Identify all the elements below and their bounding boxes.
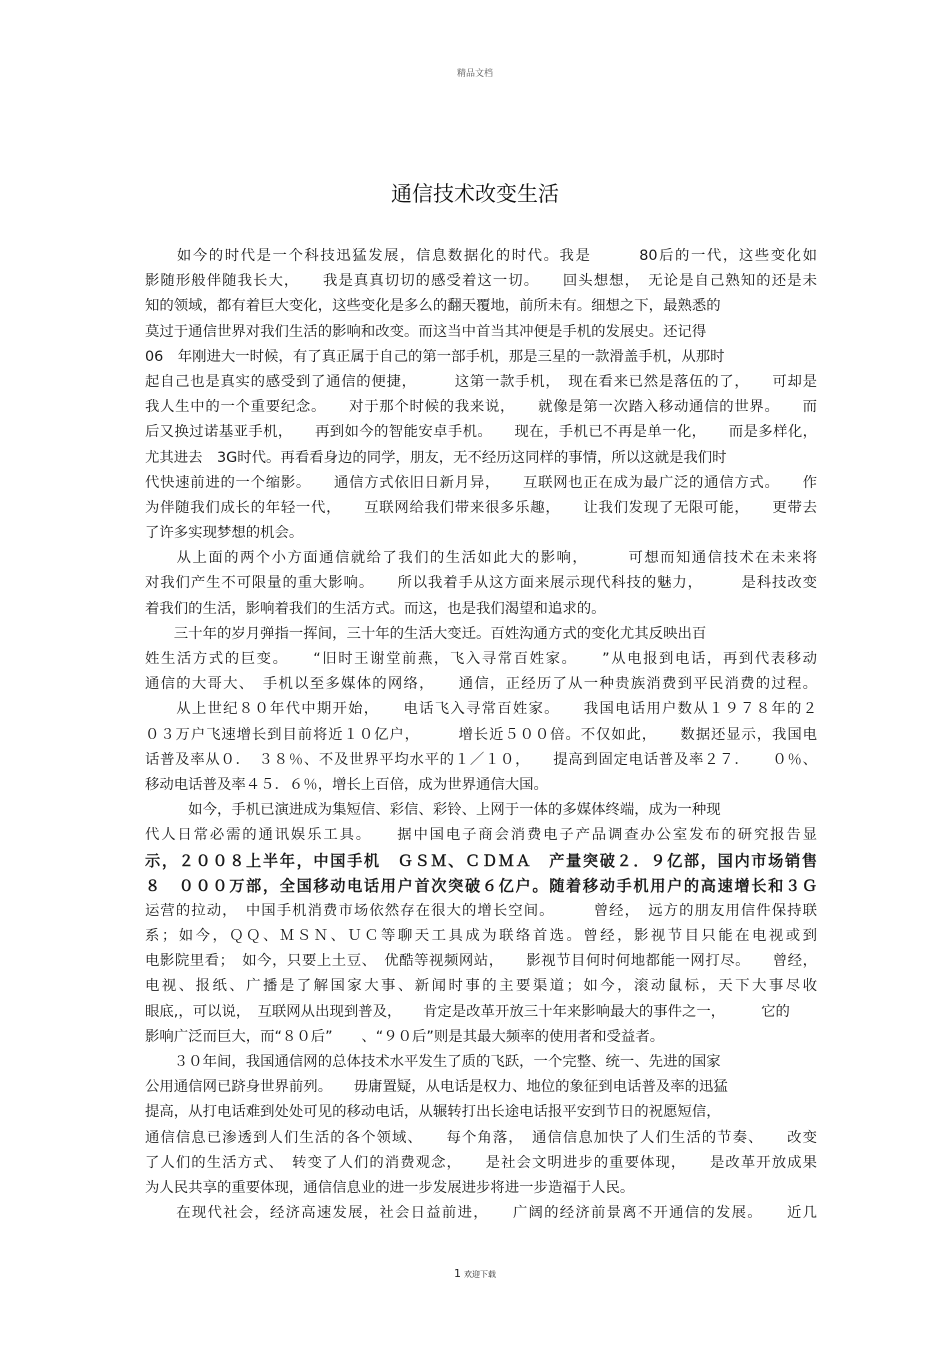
text-line: 代快速前进的一个缩影。 通信方式依旧日新月异， 互联网也正在成为最广泛的通信方式。 作 xyxy=(145,474,817,491)
text-line: 话普及率从０． ３８％、不及世界平均水平的１／１０， 提高到固定电话普及率２７． ０％、 xyxy=(145,751,817,768)
text-line: 在现代社会，经济高速发展，社会日益前进， 广阔的经济前景离不开通信的发展。 近几 xyxy=(145,1205,817,1222)
text-line: ３０年间，我国通信网的总体技术水平发生了质的飞跃，一个完整、统一、先进的国家 xyxy=(145,1054,721,1070)
text-line: 通信的大哥大、 手机以至多媒体的网络， 通信，正经历了从一种贵族消费到平民消费的过程。 xyxy=(145,676,817,693)
text-line: 为人民共享的重要体现，通信信息业的进一步发展进步将进一步造福于人民。 xyxy=(145,1179,635,1196)
text-line: ８ ０００万部，全国移动电话用户首次突破６亿户。随着移动手机用户的高速增长和３Ｇ xyxy=(145,876,817,895)
text-line: 移动电话普及率４５．６％，增长上百倍，成为世界通信大国。 xyxy=(145,776,548,793)
text-line: 运营的拉动， 中国手机消费市场依然存在很大的增长空间。 曾经， 远方的朋友用信件保持联 xyxy=(145,902,817,919)
text-line: 电视、报纸、广播是了解国家大事、新闻时事的主要渠道；如今，滚动鼠标，天下大事尽收 xyxy=(145,978,817,995)
text-line: 从上面的两个小方面通信就给了我们的生活如此大的影响， 可想而知通信技术在未来将 xyxy=(145,550,817,567)
text-line: 从上世纪８０年代中期开始， 电话飞入寻常百姓家。 我国电话用户数从１９７８年的２ xyxy=(145,701,817,718)
page-footer xyxy=(0,1262,950,1281)
text-line: 知的领域，都有着巨大变化，这些变化是多么的翻天覆地，前所未有。细想之下，最熟悉的 xyxy=(145,298,721,315)
text-line: 通信信息已渗透到人们生活的各个领域、 每个角落， 通信信息加快了人们生活的节奏、 改变 xyxy=(145,1129,817,1146)
text-line: 系；如今，ＱＱ、ＭＳＮ、ＵＣ等聊天工具成为联络首选。曾经，影视节目只能在电视或到 xyxy=(145,928,817,945)
text-line: 如今，手机已演进成为集短信、彩信、彩铃、上网于一体的多媒体终端，成为一种现 xyxy=(145,802,721,819)
text-line: 对我们产生不可限量的重大影响。 所以我着手从这方面来展示现代科技的魅力， 是科技改变 xyxy=(145,575,817,592)
document-body xyxy=(145,244,817,1226)
text-line: 电影院里看； 如今，只要上土豆、 优酷等视频网站， 影视节目何时何地都能一网打尽。 曾经， xyxy=(145,953,817,970)
text-line: 着我们的生活，影响着我们的生活方式。而这，也是我们渴望和追求的。 xyxy=(145,600,606,617)
text-line: 公用通信网已跻身世界前列。 毋庸置疑，从电话是权力、地位的象征到电话普及率的迅猛 xyxy=(145,1079,728,1096)
text-line: 为伴随我们成长的年轻一代， 互联网给我们带来很多乐趣， 让我们发现了无限可能， 更带去 xyxy=(145,499,817,516)
header-watermark: 精品文档 xyxy=(456,69,493,79)
text-line: 我人生中的一个重要纪念。 对于那个时候的我来说， 就像是第一次踏入移动通信的世界。 而 xyxy=(145,399,817,416)
text-line: 尤其进去 3G时代。再看看身边的同学，朋友，无不经历这同样的事情，所以这就是我们时 xyxy=(145,449,727,466)
text-line: 了许多实现梦想的机会。 xyxy=(145,525,304,542)
text-line: 三十年的岁月弹指一挥间，三十年的生活大变迁。百姓沟通方式的变化尤其反映出百 xyxy=(145,625,707,642)
text-line: 姓生活方式的巨变。 “旧时王谢堂前燕，飞入寻常百姓家。 ”从电报到电话，再到代表移动 xyxy=(145,651,817,667)
text-line: 了人们的生活方式、 转变了人们的消费观念， 是社会文明进步的重要体现， 是改革开放成果 xyxy=(145,1154,817,1171)
text-line: 影响广泛而巨大，而“８０后” 、“９０后”则是其最大频率的使用者和受益者。 xyxy=(145,1028,665,1045)
document-title: 通信技术改变生活 xyxy=(391,182,559,206)
download-note: 欢迎下载 xyxy=(464,1270,496,1279)
text-line: 代人日常必需的通讯娱乐工具。 据中国电子商会消费电子产品调查办公室发布的研究报告显 xyxy=(145,827,817,844)
text-line: ０３万户飞速增长到目前将近１０亿户， 增长近５００倍。不仅如此， 数据还显示，我国电 xyxy=(145,726,817,743)
text-line: 06 年刚进大一时候，有了真正属于自己的第一部手机，那是三星的一款滑盖手机，从那时 xyxy=(145,348,725,365)
text-line: 起自己也是真实的感受到了通信的便捷， 这第一款手机， 现在看来已然是落伍的了， 可却是 xyxy=(145,373,817,390)
text-line: 示，２００８上半年，中国手机 ＧＳＭ、ＣＤＭＡ 产量突破２．９亿部，国内市场销售 xyxy=(145,851,817,870)
text-line: 眼底,，可以说， 互联网从出现到普及， 肯定是改革开放三十年来影响最大的事件之一， 它的 xyxy=(145,1003,790,1020)
text-line: 后又换过诺基亚手机， 再到如今的智能安卓手机。 现在，手机已不再是单一化， 而是多样化， xyxy=(145,424,817,441)
text-line: 如今的时代是一个科技迅猛发展，信息数据化的时代。我是 80后的一代，这些变化如 xyxy=(145,248,817,264)
text-line: 提高，从打电话难到处处可见的移动电话，从辗转打出长途电话报平安到节日的祝愿短信， xyxy=(145,1104,721,1121)
text-line: 影随形般伴随我长大， 我是真真切切的感受着这一切。 回头想想， 无论是自己熟知的还是未 xyxy=(145,273,817,290)
page-number: 1 xyxy=(454,1267,461,1280)
text-line: 莫过于通信世界对我们生活的影响和改变。而这当中首当其冲便是手机的发展史。还记得 xyxy=(145,323,707,340)
